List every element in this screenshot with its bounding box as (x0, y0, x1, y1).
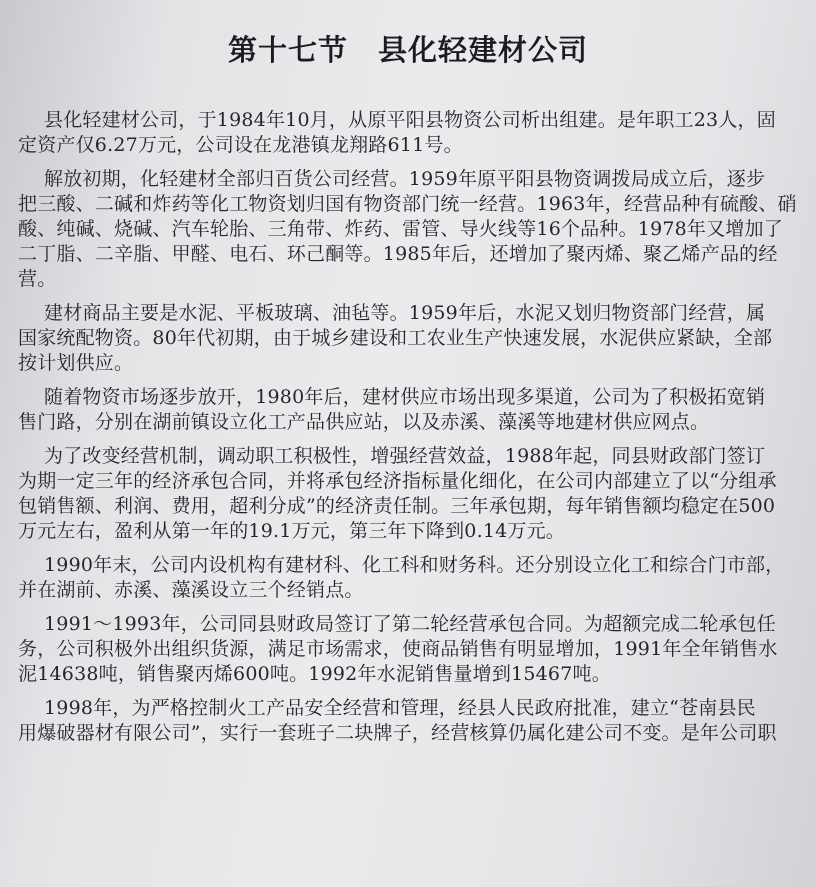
text-line: 国家统配物资。80年代初期，由于城乡建设和工农业生产快速发展，水泥供应紧缺，全部 (18, 327, 773, 349)
text-line: 泥14638吨，销售聚丙烯600吨。1992年水泥销售量增到15467吨。 (18, 663, 611, 685)
text-line: 建材商品主要是水泥、平板玻璃、油毡等。1959年后，水泥又划归物资部门经营，属 (44, 302, 766, 324)
text-line: 万元左右，盈利从第一年的19.1万元，第三年下降到0.14万元。 (18, 520, 566, 542)
body-text (18, 108, 806, 746)
section-title: 第十七节 县化轻建材公司 (227, 33, 588, 67)
text-line: 营。 (18, 268, 57, 290)
text-line: 并在湖前、赤溪、藻溪设立三个经销点。 (18, 579, 364, 601)
text-line: 1991～1993年，公司同县财政局签订了第二轮经营承包合同。为超额完成二轮承包任 (44, 613, 776, 635)
text-line: 售门路，分别在湖前镇设立化工产品供应站，以及赤溪、藻溪等地建材供应网点。 (18, 411, 710, 433)
text-line: 把三酸、二碱和炸药等化工物资划归国有物资部门统一经营。1963年，经营品种有硫酸、硝 (18, 193, 797, 215)
text-line: 解放初期，化轻建材全部归百货公司经营。1959年原平阳县物资调拨局成立后，逐步 (44, 168, 766, 190)
text-line: 1990年末，公司内设机构有建材科、化工科和财务科。还分别设立化工和综合门市部， (44, 554, 785, 576)
text-line: 按计划供应。 (18, 352, 134, 374)
text-line: 为期一定三年的经济承包合同，并将承包经济指标量化细化，在公司内部建立了以“分组承 (18, 470, 777, 492)
text-line: 1998年，为严格控制火工产品安全经营和管理，经县人民政府批准，建立“苍南县民 (44, 697, 756, 719)
text-line: 包销售额、利润、费用，超利分成”的经济责任制。三年承包期，每年销售额均稳定在500 (18, 495, 776, 517)
text-line: 为了改变经营机制，调动职工积极性，增强经营效益，1988年起，同县财政部门签订 (44, 445, 766, 467)
text-line: 用爆破器材有限公司”，实行一套班子二块牌子，经营核算仍属化建公司不变。是年公司职 (18, 722, 777, 744)
text-line: 随着物资市场逐步放开，1980年后，建材供应市场出现多渠道，公司为了积极拓宽销 (44, 386, 766, 408)
text-line: 酸、纯碱、烧碱、汽车轮胎、三角带、炸药、雷管、导火线等16个品种。1978年又增加了 (18, 218, 783, 240)
text-line: 定资产仅6.27万元，公司设在龙港镇龙翔路611号。 (18, 134, 463, 156)
text-line: 务，公司积极外出组织货源，满足市场需求，使商品销售有明显增加，1991年全年销售水 (18, 638, 778, 660)
text-line: 二丁脂、二辛脂、甲醛、电石、环己酮等。1985年后，还增加了聚丙烯、聚乙烯产品的经 (18, 243, 778, 265)
text-line: 县化轻建材公司，于1984年10月，从原平阳县物资公司析出组建。是年职工23人，固 (44, 109, 776, 131)
